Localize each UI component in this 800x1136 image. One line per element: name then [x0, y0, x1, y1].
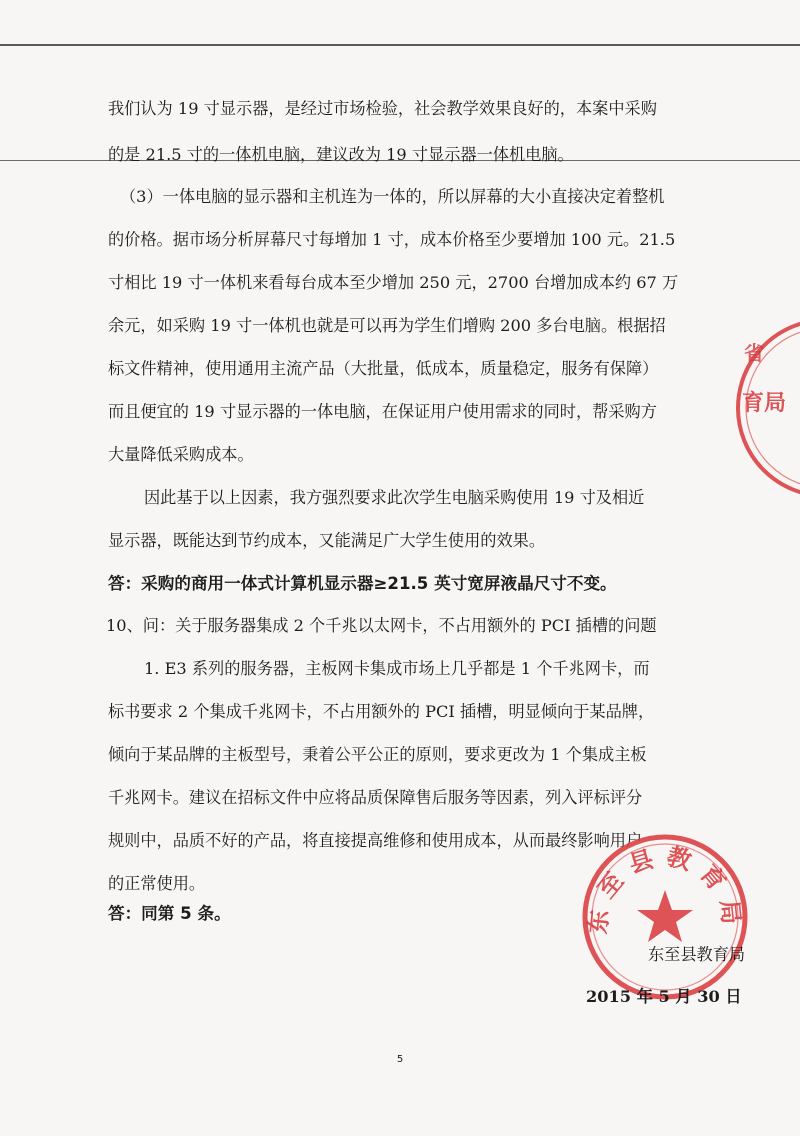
text-line: 余元，如采购 19 寸一体机也就是可以再为学生们增购 200 多台电脑。根据招	[108, 316, 666, 335]
text-line: 标文件精神，使用通用主流产品（大批量，低成本，质量稳定，服务有保障）	[108, 359, 659, 378]
seal-text: 东至县教育局	[583, 842, 747, 936]
question-line: 10、问：关于服务器集成 2 个千兆以太网卡，不占用额外的 PCI 插槽的问题	[106, 616, 657, 635]
top-rule	[0, 44, 800, 46]
partial-seal-text: 育局	[742, 391, 787, 416]
partial-official-seal	[722, 312, 800, 502]
text-line: 千兆网卡。建议在招标文件中应将品质保障售后服务等因素，列入评标评分	[108, 788, 643, 807]
page-number: 5	[396, 1054, 404, 1065]
text-line: 显示器，既能达到节约成本，又能满足广大学生使用的效果。	[108, 531, 546, 550]
text-line: 的是 21.5 寸的一体机电脑，建议改为 19 寸显示器一体机电脑。	[108, 145, 574, 164]
text-line: 大量降低采购成本。	[108, 445, 254, 464]
signature-date: 2015 年 5 月 30 日	[586, 987, 742, 1006]
text-line: 因此基于以上因素，我方强烈要求此次学生电脑采购使用 19 寸及相近	[144, 488, 645, 507]
text-line: 我们认为 19 寸显示器，是经过市场检验，社会教学效果良好的，本案中采购	[108, 99, 657, 118]
text-line: 1. E3 系列的服务器，主板网卡集成市场上几乎都是 1 个千兆网卡，而	[144, 659, 650, 678]
text-line: 规则中，品质不好的产品，将直接提高维修和使用成本，从而最终影响用户	[108, 831, 643, 850]
text-line: 寸相比 19 寸一体机来看每台成本至少增加 250 元，2700 台增加成本约 67 万	[108, 273, 679, 292]
signer: 东至县教育局	[648, 945, 746, 964]
text-line: 倾向于某品牌的主板型号，秉着公平公正的原则，要求更改为 1 个集成主板	[108, 745, 647, 764]
answer-line: 答：同第 5 条。	[108, 904, 231, 923]
answer-line: 答：采购的商用一体式计算机显示器≥21.5 英寸宽屏液晶尺寸不变。	[108, 574, 617, 593]
text-line: 而且便宜的 19 寸显示器的一体电脑，在保证用户使用需求的同时，帮采购方	[108, 402, 657, 421]
text-line: 的价格。据市场分析屏幕尺寸每增加 1 寸，成本价格至少要增加 100 元。21.5	[108, 230, 676, 249]
text-line: （3）一体电脑的显示器和主机连为一体的，所以屏幕的大小直接决定着整机	[120, 187, 665, 206]
official-seal	[580, 832, 750, 1002]
svg-text:东至县教育局	[584, 842, 747, 935]
text-line: 标书要求 2 个集成千兆网卡，不占用额外的 PCI 插槽，明显倾向于某品牌，	[108, 702, 655, 721]
svg-text:省: 省	[744, 341, 764, 365]
text-line: 的正常使用。	[108, 874, 206, 893]
